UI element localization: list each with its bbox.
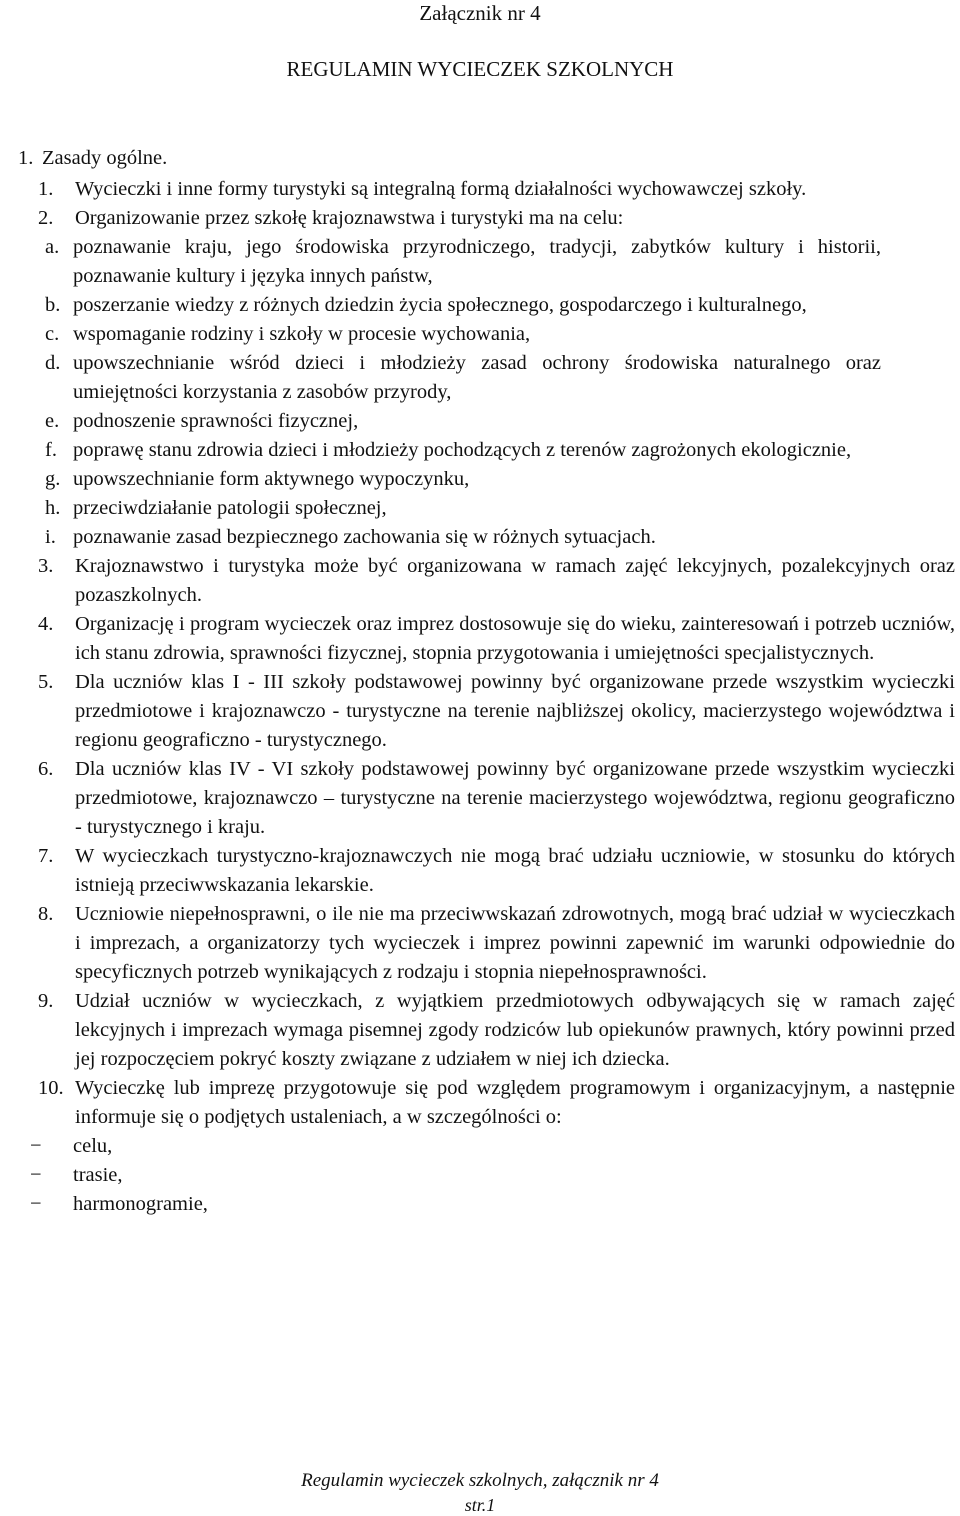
rule-item: [0, 755, 955, 842]
rule-item: [0, 175, 955, 204]
dash-bullet: −: [30, 1164, 42, 1186]
footer-title: Regulamin wycieczek szkolnych, załącznik nr 4: [301, 1470, 659, 1491]
goal-text: podnoszenie sprawności fizycznej,: [73, 410, 359, 432]
dash-bullet: −: [30, 1193, 42, 1215]
detail-item: [0, 1190, 960, 1219]
goals-list-container: [0, 233, 960, 552]
rule-item: [0, 204, 955, 233]
goal-text: wspomaganie rodziny i szkoły w procesie wychowania,: [73, 323, 531, 345]
rule-text: Krajoznawstwo i turystyka może być organizowana w ramach zajęć lekcyjnych, pozalekcyjnych oraz pozaszkolnych.: [75, 555, 955, 606]
detail-text: celu,: [73, 1135, 113, 1157]
annex-label: Załącznik nr 4: [419, 1, 541, 25]
rule-item: [0, 842, 955, 900]
goal-text: poprawę stanu zdrowia dzieci i młodzieży pochodzących z terenów zagrożonych ekologicznie,: [73, 439, 852, 461]
goal-text: poszerzanie wiedzy z różnych dziedzin życia społecznego, gospodarczego i kulturalnego,: [73, 294, 807, 316]
goal-text: przeciwdziałanie patologii społecznej,: [73, 497, 387, 519]
goal-letter: h.: [45, 497, 61, 519]
rule-text: Dla uczniów klas I - III szkoły podstawowej powinny być organizowane przede wszystkim wycieczki przedmiotowe i krajoznawczo - turystyczne na terenie najbliższej okolicy, macierzystego województwa i regionu geograficzno - turystycznego.: [75, 671, 955, 751]
rule-item: [0, 900, 955, 987]
goal-item: [0, 349, 881, 407]
goal-item: [0, 436, 881, 465]
rule-text: Wycieczki i inne formy turystyki są integralną formą działalności wychowawczej szkoły.: [75, 178, 807, 200]
detail-text: harmonogramie,: [73, 1193, 208, 1215]
rule-item: [0, 1074, 955, 1132]
rule-number: 10.: [38, 1077, 64, 1099]
goal-text: upowszechnianie form aktywnego wypoczynku,: [73, 468, 470, 490]
rule-number: 1.: [38, 178, 54, 200]
goal-item: [0, 320, 881, 349]
rule-item: [0, 987, 955, 1074]
rule-text: Organizację i program wycieczek oraz imprez dostosowuje się do wieku, zainteresowań i potrzeb uczniów, ich stanu zdrowia, sprawności fizycznej, stopnia przygotowania i umiejętności specjalistycznych.: [75, 613, 955, 664]
goal-text: poznawanie kraju, jego środowiska przyrodniczego, tradycji, zabytków kultury i historii, poznawanie kultury i języka innych państw,: [73, 236, 881, 287]
goal-letter: b.: [45, 294, 61, 316]
rule-text: Wycieczkę lub imprezę przygotowuje się pod względem programowym i organizacyjnym, a następnie informuje się o podjętych ustaleniach, a w szczególności o:: [75, 1077, 955, 1128]
goal-text: upowszechnianie wśród dzieci i młodzieży zasad ochrony środowiska naturalnego oraz umiejętności korzystania z zasobów przyrody,: [73, 352, 881, 403]
document-title: REGULAMIN WYCIECZEK SZKOLNYCH: [286, 57, 674, 81]
rule-text: Organizowanie przez szkołę krajoznawstwa i turystyki ma na celu:: [75, 207, 624, 229]
goal-item: [0, 233, 881, 291]
details-list-container: [0, 1132, 960, 1219]
details-list: [0, 1132, 960, 1219]
rule-number: 8.: [38, 903, 54, 925]
rule-number: 5.: [38, 671, 54, 693]
detail-text: trasie,: [73, 1164, 123, 1186]
detail-item: [0, 1161, 960, 1190]
rule-text: Udział uczniów w wycieczkach, z wyjątkiem przedmiotowych odbywających się w ramach zajęć lekcyjnych i imprezach wymaga pisemnej zgody rodziców lub opiekunów prawnych, który powinni przed jej rozpoczęciem pokryć koszty związane z udziałem w niej ich dziecka.: [75, 990, 955, 1070]
goal-letter: c.: [45, 323, 60, 345]
rule-number: 9.: [38, 990, 54, 1012]
rules-list: [0, 175, 960, 1219]
goal-item: [0, 494, 881, 523]
detail-item: [0, 1132, 960, 1161]
goal-text: poznawanie zasad bezpiecznego zachowania się w różnych sytuacjach.: [73, 526, 656, 548]
rule-item: [0, 552, 955, 610]
rule-number: 4.: [38, 613, 54, 635]
goals-list: [0, 233, 960, 552]
rule-number: 6.: [38, 758, 54, 780]
rule-item: [0, 668, 955, 755]
rule-text: W wycieczkach turystyczno-krajoznawczych nie mogą brać udziału uczniowie, w stosunku do których istnieją przeciwwskazania lekarskie.: [75, 845, 955, 896]
goal-letter: i.: [45, 526, 56, 548]
section-number: 1.: [18, 147, 34, 169]
rule-number: 3.: [38, 555, 54, 577]
goal-item: [0, 291, 881, 320]
goal-item: [0, 465, 881, 494]
goal-letter: e.: [45, 410, 60, 432]
goal-letter: g.: [45, 468, 61, 490]
rule-number: 2.: [38, 207, 54, 229]
rule-number: 7.: [38, 845, 54, 867]
goal-letter: f.: [45, 439, 57, 461]
dash-bullet: −: [30, 1135, 42, 1157]
section-title: Zasady ogólne.: [42, 147, 168, 169]
goal-item: [0, 407, 881, 436]
rule-text: Uczniowie niepełnosprawni, o ile nie ma przeciwwskazań zdrowotnych, mogą brać udział w wycieczkach i imprezach, a organizatorzy tych wycieczek i imprez powinni zapewnić im warunki odpowiednie do specyficznych potrzeb wynikających z rodzaju i stopnia niepełnosprawności.: [75, 903, 955, 983]
rule-text: Dla uczniów klas IV - VI szkoły podstawowej powinny być organizowane przede wszystkim wycieczki przedmiotowe, krajoznawczo – turystyczne na terenie macierzystego województwa, regionu geograficzno - turystycznego i kraju.: [75, 758, 955, 838]
goal-letter: d.: [45, 352, 61, 374]
goal-letter: a.: [45, 236, 60, 258]
rule-item: [0, 610, 955, 668]
page-number: str.1: [464, 1495, 496, 1515]
goal-item: [0, 523, 881, 552]
